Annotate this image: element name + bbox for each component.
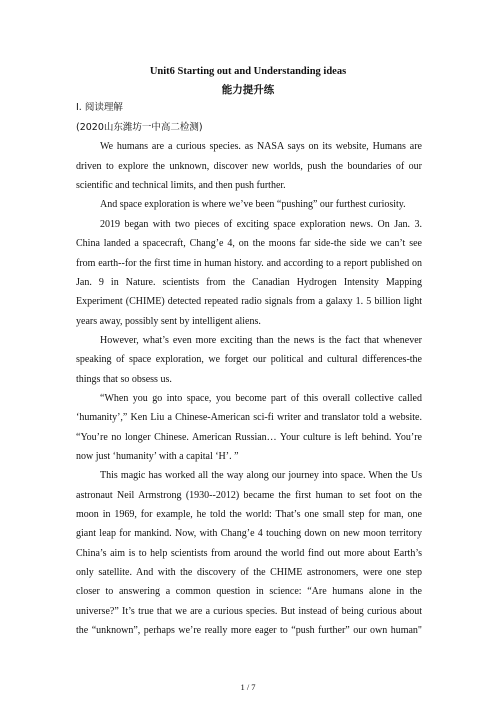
body-line: from earth--for the first time in human history. and according to a report published on [76,258,422,269]
body-line: China’s aim is to help scientists from around the world find out more about Earth’s [76,548,422,559]
body-line: closer to answering a common question in science: “Are humans alone in the [76,586,422,597]
body-line: things that so obsess us. [76,374,172,385]
body-line: driven to explore the unknown, discover new worlds, push the boundaries of our [76,161,422,172]
body-line: Jan. 9 in Nature. scientists from the Canadian Hydrogen Intensity Mapping [76,277,422,288]
body-line: universe?” It’s true that we are a curious species. But instead of being curious about [76,606,422,617]
body-line: only satellite. And with the discovery of the CHIME astronomers, were one step [76,567,422,578]
page-subtitle: 能力提升练 [221,84,275,96]
body-line: Experiment (CHIME) detected repeated radio signals from a galaxy 1. 5 billion light [76,296,422,307]
body-line: now just ‘humanity’ with a capital ‘H’. ” [76,451,239,462]
body-line: ‘humanity’,” Ken Liu a Chinese-American sci-fi writer and translator told a website. [76,412,422,423]
source-note: (2020山东潍坊一中高二检测) [76,122,203,133]
body-line: “When you go into space, you become part of this overall collective called [100,393,422,404]
body-line: speaking of space exploration, we forget our political and cultural differences-the [76,354,422,365]
body-line: And space exploration is where we’ve been “pushing” our furthest curiosity. [100,199,406,210]
page-title: Unit6 Starting out and Understanding ideas [149,66,347,77]
body-line: scientific and technical limits, and then push further. [76,180,286,191]
body-line: moon in 1969, for example, he told the world: That’s one small step for man, one [76,509,422,520]
page-number: 1 / 7 [240,682,256,692]
section-heading: I. 阅读理解 [76,102,123,113]
body-line: years away, possibly sent by intelligent aliens. [76,316,261,327]
body-line: 2019 began with two pieces of exciting space exploration news. On Jan. 3. [100,219,422,230]
body-line: However, what’s even more exciting than the news is the fact that whenever [100,335,422,346]
body-line: This magic has worked all the way along our journey into space. When the Us [100,470,422,481]
body-line: giant leap for mankind. Now, with Chang’e 4 touching down on new moon territory [76,528,422,539]
body-line: China landed a spacecraft, Chang’e 4, on the moons far side-the side we can’t see [76,238,422,249]
body-line: astronaut Neil Armstrong (1930--2012) became the first human to set foot on the [76,490,422,501]
body-line: “You’re no longer Chinese. American Russian… Your culture is left behind. You’re [76,432,422,443]
body-line: We humans are a curious species. as NASA says on its website, Humans are [100,141,422,152]
body-line: the “unknown”, perhaps we’re really more eager to “push further” our own human" [76,625,422,636]
